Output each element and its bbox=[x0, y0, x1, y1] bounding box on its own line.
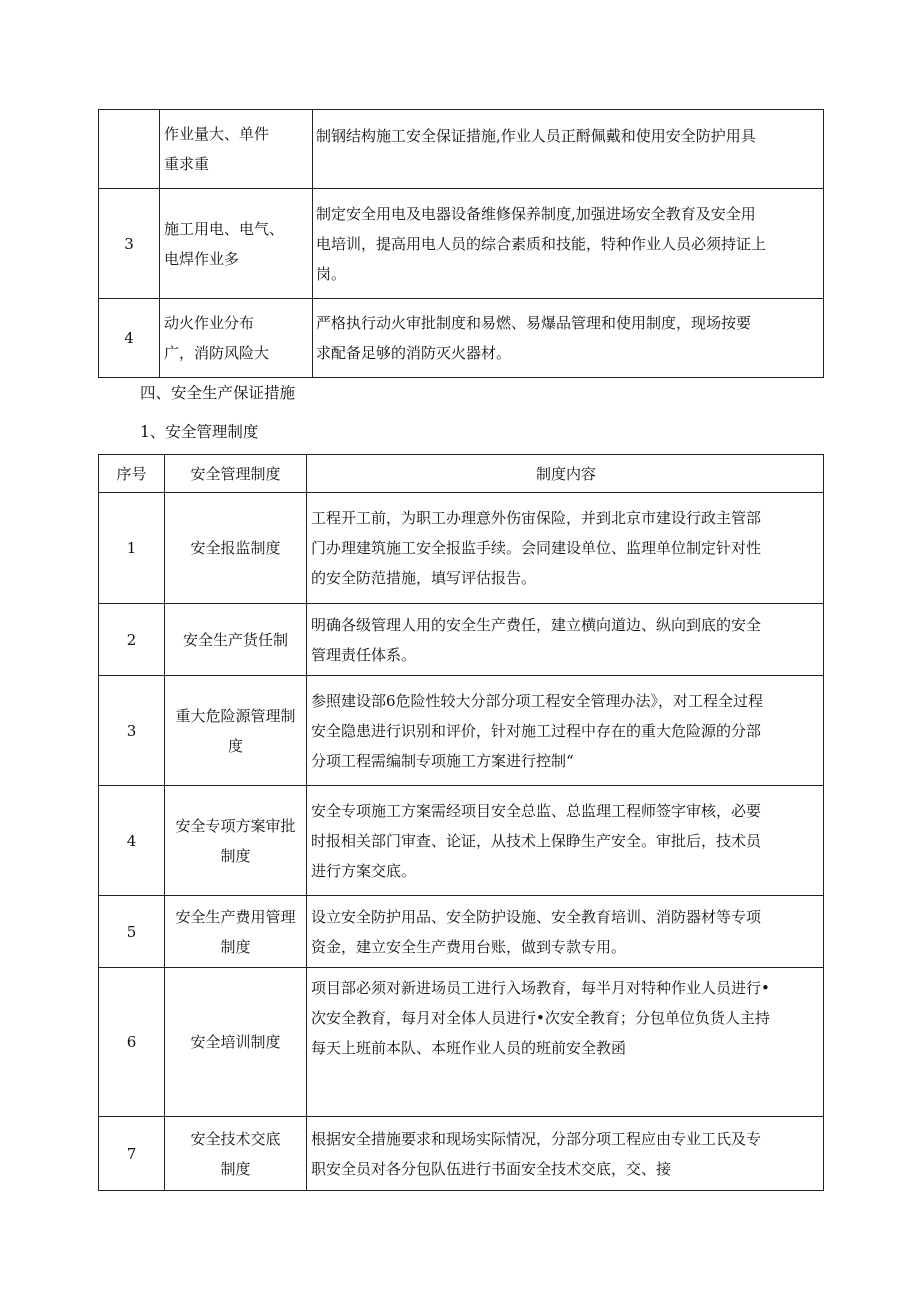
risk-table bbox=[98, 109, 824, 378]
system-content: 工程开工前，为职工办理意外伤宙保险，并到北京市建设行政主管部 门办理建筑施工安全报监手续。会同建设单位、监理单位制定针对性 的安全防范措施，填写评估报告。 bbox=[307, 493, 824, 604]
system-name: 安全培训制度 bbox=[165, 968, 307, 1117]
system-content: 明确各级管理人用的安全生产费任，建立横向道边、纵向到底的安全 管理责任体系。 bbox=[307, 604, 824, 676]
system-content: 根据安全措施要求和现场实际情况，分部分项工程应由专业工氏及专 职安全员对各分包队伍进行书面安全技术交底，交、接 bbox=[307, 1117, 824, 1191]
risk-measure: 严格执行动火审批制度和易燃、易爆品管理和使用制度，现场按要 求配备足够的消防灭火器材。 bbox=[313, 299, 824, 378]
system-content: 项目部必须对新进场员工进行入场教育，每半月对特种作业人员进行• 次安全教育，每月对全体人员进行•次安全教育；分包单位负货人主持 每天上班前本队、本班作业人员的班前安全教函 bbox=[307, 968, 824, 1117]
row-number: 4 bbox=[99, 786, 165, 896]
risk-factor: 施工用电、电气、 电焊作业多 bbox=[160, 189, 313, 299]
row-number: 3 bbox=[99, 189, 160, 299]
table-header-row bbox=[99, 455, 824, 493]
table-row bbox=[99, 604, 824, 676]
row-number bbox=[99, 110, 160, 189]
row-number: 2 bbox=[99, 604, 165, 676]
table-row bbox=[99, 1117, 824, 1191]
table-row bbox=[99, 786, 824, 896]
row-number: 7 bbox=[99, 1117, 165, 1191]
risk-measure: 制定安全用电及电器设备维修保养制度,加强进场安全教育及安全用 电培训，提高用电人员的综合素质和技能，特种作业人员必须持证上 岗。 bbox=[313, 189, 824, 299]
system-name: 重大危险源管理制 度 bbox=[165, 676, 307, 786]
header-num: 序号 bbox=[99, 455, 165, 493]
system-content: 设立安全防护用品、安全防护设施、安全教育培训、消防器材等专项 资金，建立安全生产费用台账，做到专款专用。 bbox=[307, 896, 824, 968]
row-number: 1 bbox=[99, 493, 165, 604]
system-name: 安全技术交底 制度 bbox=[165, 1117, 307, 1191]
system-name: 安全生产费用管理 制度 bbox=[165, 896, 307, 968]
system-name: 安全专项方案审批 制度 bbox=[165, 786, 307, 896]
table-row bbox=[99, 110, 824, 189]
row-number: 3 bbox=[99, 676, 165, 786]
section-heading: 四、安全生产保证措施 bbox=[140, 384, 296, 402]
risk-factor: 作业量大、单件 重求重 bbox=[160, 110, 313, 189]
header-system: 安全管理制度 bbox=[165, 455, 307, 493]
row-number: 5 bbox=[99, 896, 165, 968]
risk-factor: 动火作业分布 广，消防风险大 bbox=[160, 299, 313, 378]
row-number: 6 bbox=[99, 968, 165, 1117]
system-content: 安全专项施工方案需经项目安全总监、总监理工程师签字审核，必要 时报相关部门审查、论证，从技术上保睁生产安全。审批后，技术员 进行方案交底。 bbox=[307, 786, 824, 896]
sub-heading: 1、安全管理制度 bbox=[140, 423, 259, 441]
system-content: 参照建设部6危险性较大分部分项工程安全管理办法》，对工程全过程 安全隐患进行识别和评价，针对施工过程中存在的重大危险源的分部 分项工程需编制专项施工方案进行控制“ bbox=[307, 676, 824, 786]
system-name: 安全报监制度 bbox=[165, 493, 307, 604]
table-row bbox=[99, 189, 824, 299]
table-row bbox=[99, 676, 824, 786]
table-row bbox=[99, 493, 824, 604]
row-number: 4 bbox=[99, 299, 160, 378]
header-content: 制度内容 bbox=[307, 455, 824, 493]
management-table bbox=[98, 454, 824, 1191]
table-row bbox=[99, 299, 824, 378]
table-row bbox=[99, 896, 824, 968]
table-row bbox=[99, 968, 824, 1117]
risk-measure: 制钢结构施工安全保证措施,作业人员正酹佩戴和使用安全防护用具 bbox=[313, 110, 824, 189]
system-name: 安全生产货任制 bbox=[165, 604, 307, 676]
